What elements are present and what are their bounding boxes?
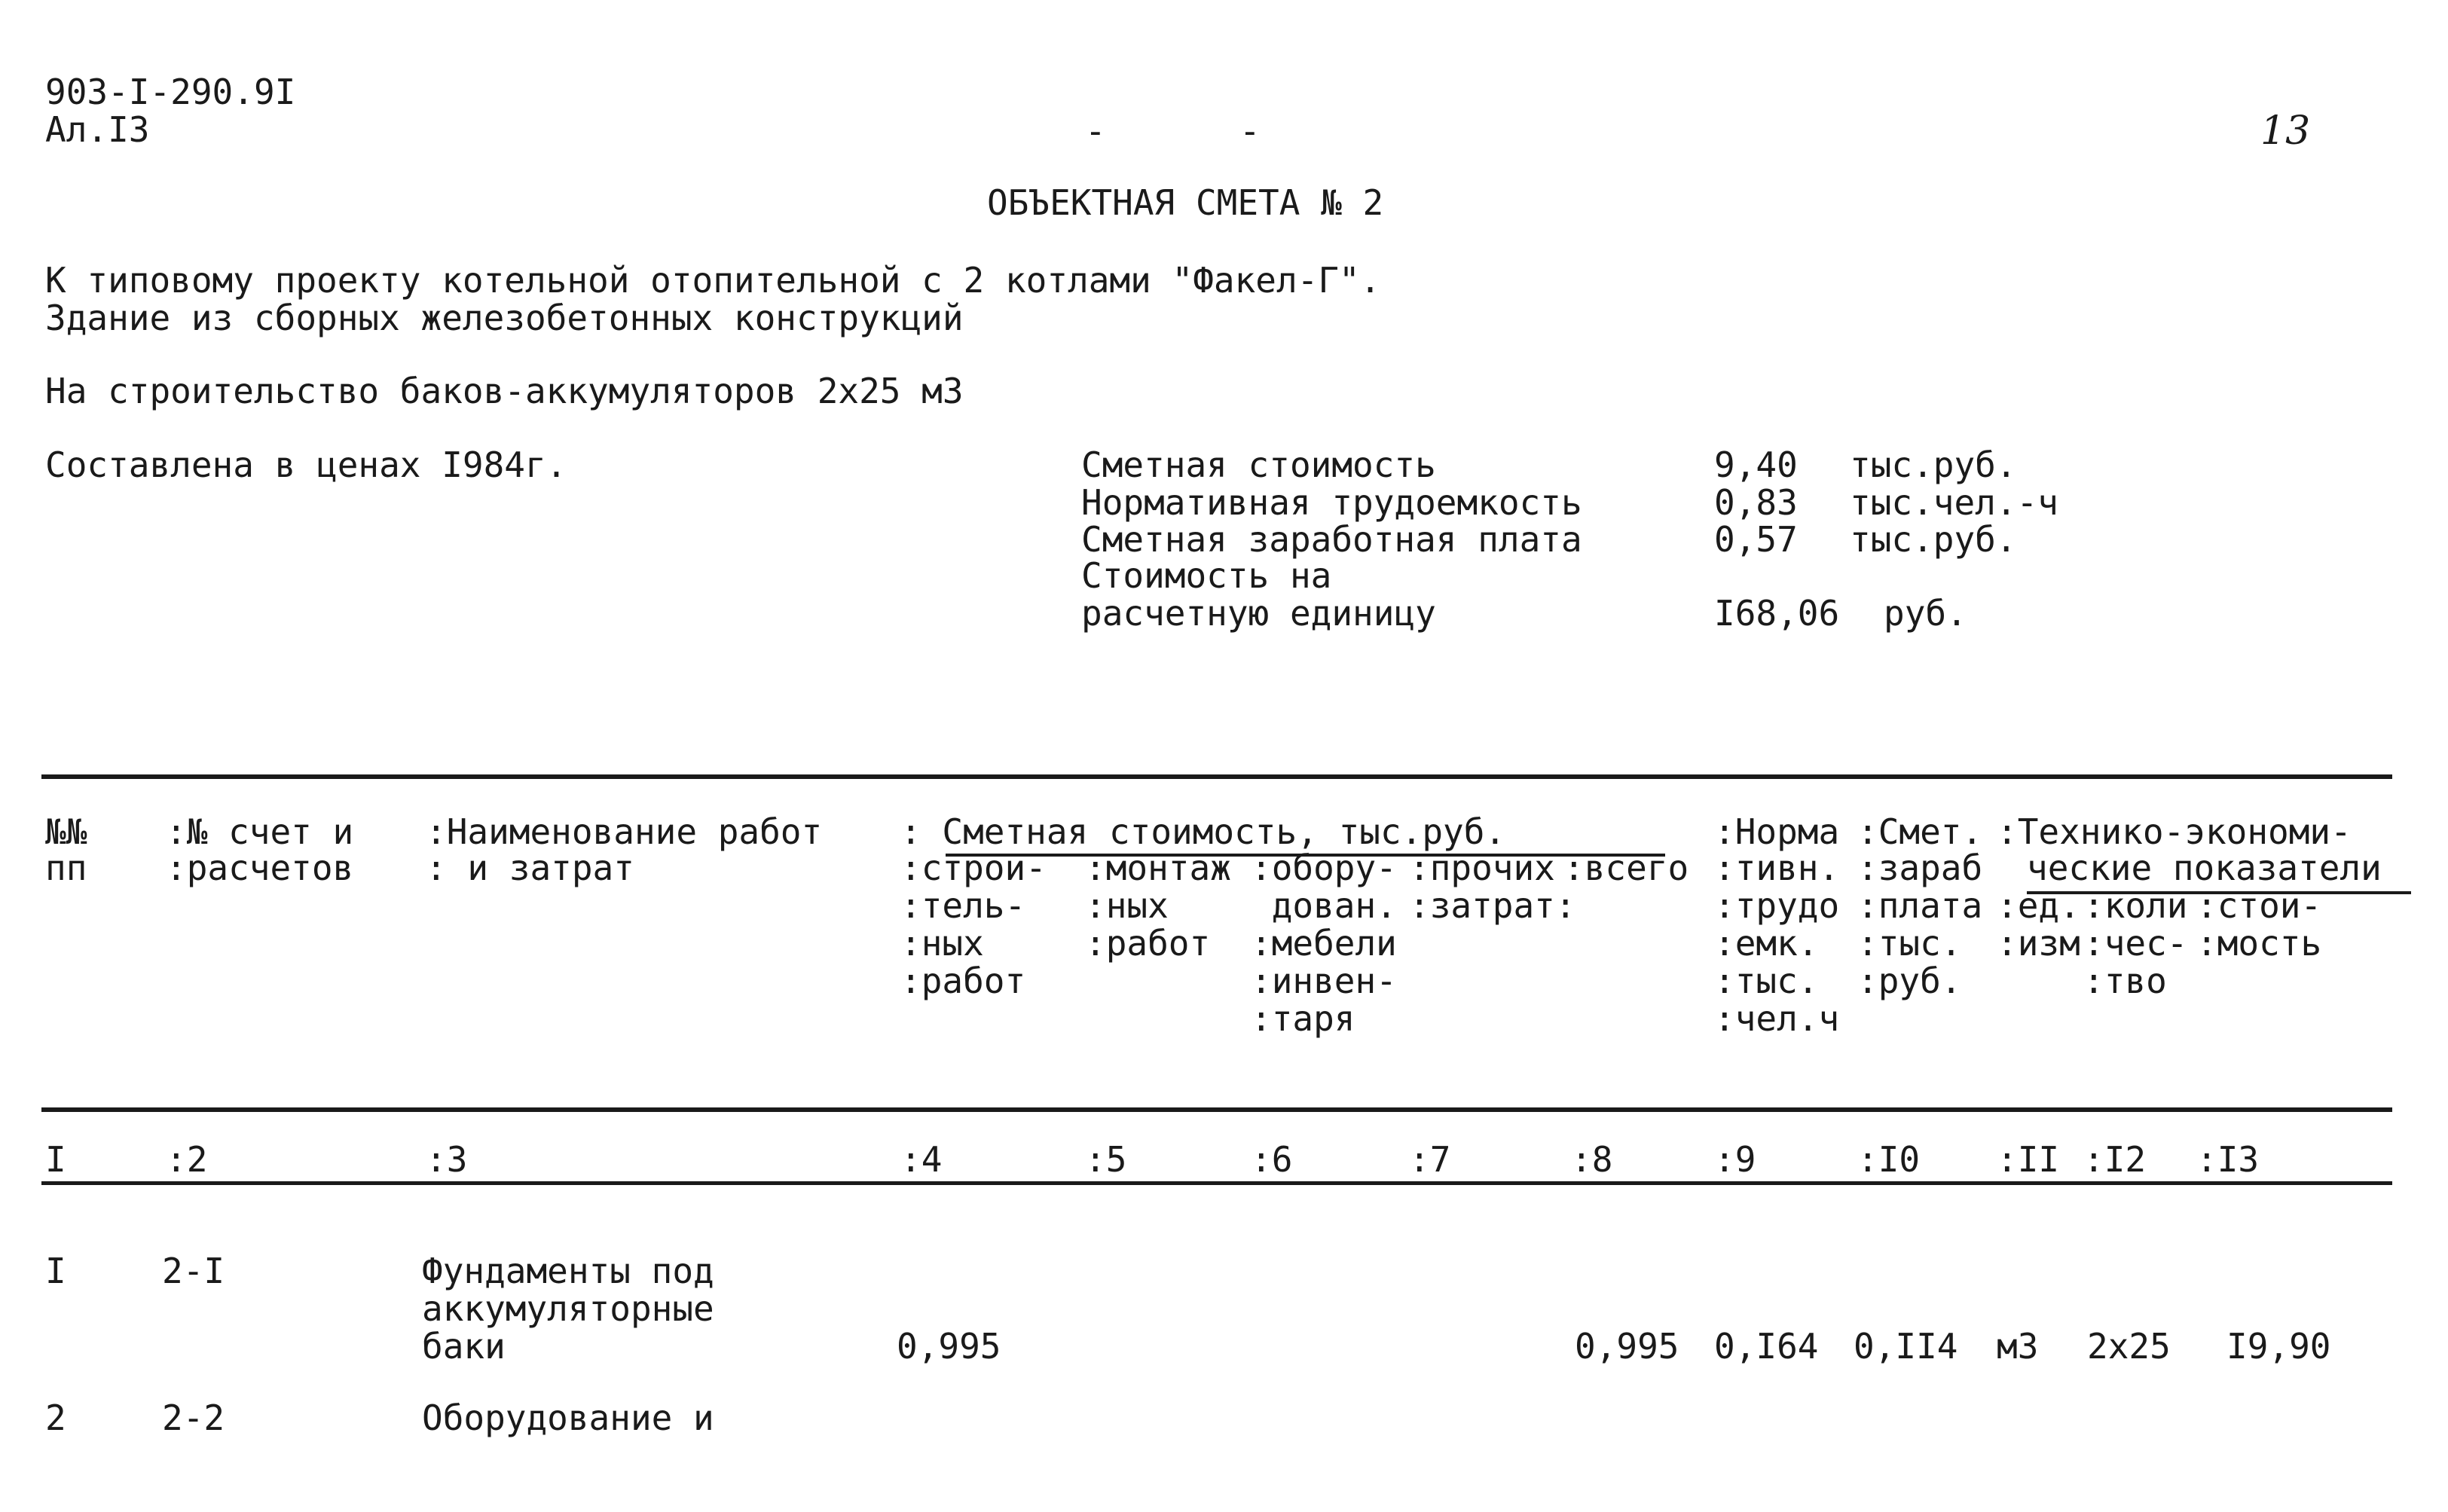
header-col-6: :инвен- bbox=[1251, 961, 1397, 1001]
dash-left: - bbox=[1085, 111, 1106, 151]
row-name: Фундаменты под bbox=[422, 1251, 714, 1291]
column-number: :2 bbox=[166, 1139, 208, 1180]
header-col-7: :прочих bbox=[1409, 848, 1555, 888]
header-col-8: :всего bbox=[1563, 848, 1689, 888]
summary-unit: тыс.руб. bbox=[1850, 444, 2017, 485]
header-col-5: :монтаж bbox=[1085, 848, 1231, 888]
column-number: :9 bbox=[1714, 1139, 1756, 1180]
column-number: :I0 bbox=[1857, 1139, 1921, 1180]
column-number: :7 bbox=[1409, 1139, 1451, 1180]
header-col-6: :мебели bbox=[1251, 923, 1397, 964]
document-title: ОБЪЕКТНАЯ СМЕТА № 2 bbox=[987, 182, 1384, 223]
summary-label: Сметная стоимость bbox=[1081, 444, 1436, 485]
row-name: баки bbox=[422, 1326, 506, 1367]
header-col-11: :ед. bbox=[1997, 885, 2080, 926]
summary-label: Нормативная трудоемкость bbox=[1081, 482, 1582, 523]
summary-unit: тыс.руб. bbox=[1850, 519, 2017, 560]
column-number: :II bbox=[1997, 1139, 2060, 1180]
header-col-12: :коли bbox=[2083, 885, 2188, 926]
column-numbers-rule bbox=[41, 1181, 2392, 1185]
header-col-9: :трудо bbox=[1714, 885, 1840, 926]
intro-line-3: На строительство баков-аккумуляторов 2х25 м3 bbox=[45, 371, 964, 411]
header-col-10: :Смет. bbox=[1857, 811, 1983, 852]
row-account: 2-2 bbox=[162, 1397, 225, 1438]
header-col-1: пп bbox=[45, 848, 87, 888]
header-col-12: :чес- bbox=[2083, 923, 2188, 964]
column-number: :6 bbox=[1251, 1139, 1293, 1180]
header-col-5: :работ bbox=[1085, 923, 1211, 964]
column-number: :I3 bbox=[2196, 1139, 2260, 1180]
header-col-13: :мость bbox=[2196, 923, 2322, 964]
header-col-2: :расчетов bbox=[166, 848, 354, 888]
header-col-3: :Наименование работ bbox=[426, 811, 823, 852]
column-number: :4 bbox=[900, 1139, 943, 1180]
column-number: :I2 bbox=[2083, 1139, 2147, 1180]
header-col-11: :изм bbox=[1997, 923, 2080, 964]
header-col-9: :Норма bbox=[1714, 811, 1840, 852]
header-col-9: :тивн. bbox=[1714, 848, 1840, 888]
header-cost-group: : Сметная стоимость, тыс.руб. bbox=[900, 811, 1506, 852]
header-col-13: :стои- bbox=[2196, 885, 2322, 926]
row-total-cost: 0,995 bbox=[1575, 1326, 1679, 1367]
summary-value: 0,57 bbox=[1714, 519, 1798, 560]
header-col-10: :руб. bbox=[1857, 961, 1962, 1001]
header-col-10: :плата bbox=[1857, 885, 1983, 926]
table-top-rule bbox=[41, 774, 2392, 779]
row-wage: 0,II4 bbox=[1854, 1326, 1958, 1367]
header-col-4: :ных bbox=[900, 923, 984, 964]
summary-value: 0,83 bbox=[1714, 482, 1798, 523]
summary-label: расчетную единицу bbox=[1081, 593, 1436, 634]
summary-unit: тыс.чел.-ч bbox=[1850, 482, 2058, 523]
header-col-6: :таря bbox=[1251, 998, 1355, 1039]
column-number: :5 bbox=[1085, 1139, 1127, 1180]
summary-label: Стоимость на bbox=[1081, 555, 1332, 596]
header-col-10: :зараб bbox=[1857, 848, 1983, 888]
row-construction-cost: 0,995 bbox=[897, 1326, 1001, 1367]
column-number: :8 bbox=[1571, 1139, 1613, 1180]
header-col-6: дован. bbox=[1251, 885, 1397, 926]
summary-unit: руб. bbox=[1884, 593, 1967, 634]
header-col-12: :тво bbox=[2083, 961, 2167, 1001]
header-col-10: :тыс. bbox=[1857, 923, 1962, 964]
page-number: 13 bbox=[2260, 108, 2311, 154]
row-unit-cost: I9,90 bbox=[2226, 1326, 2331, 1367]
summary-label: Сметная заработная плата bbox=[1081, 519, 1582, 560]
header-col-7: :затрат: bbox=[1409, 885, 1576, 926]
summary-value: I68,06 bbox=[1714, 593, 1840, 634]
row-quantity: 2х25 bbox=[2087, 1326, 2171, 1367]
row-number: I bbox=[45, 1251, 66, 1291]
header-col-9: :емк. bbox=[1714, 923, 1819, 964]
header-col-4: :работ bbox=[900, 961, 1026, 1001]
row-account: 2-I bbox=[162, 1251, 225, 1291]
header-tech-group: ческие показатели bbox=[2027, 848, 2382, 888]
header-col-5: :ных bbox=[1085, 885, 1169, 926]
header-tech-group: :Технико-экономи- bbox=[1997, 811, 2352, 852]
header-col-9: :тыс. bbox=[1714, 961, 1819, 1001]
header-col-4: :строи- bbox=[900, 848, 1047, 888]
column-number: I bbox=[45, 1139, 66, 1180]
intro-line-2: Здание из сборных железобетонных конструкций bbox=[45, 298, 964, 338]
row-labor: 0,I64 bbox=[1714, 1326, 1819, 1367]
header-bottom-rule bbox=[41, 1107, 2392, 1112]
header-col-6: :обору- bbox=[1251, 848, 1397, 888]
header-col-4: :тель- bbox=[900, 885, 1026, 926]
header-col-1: №№ bbox=[45, 811, 87, 852]
doc-code: 903-I-290.9I bbox=[45, 72, 296, 112]
prices-note: Составлена в ценах I984г. bbox=[45, 444, 567, 485]
row-name: Оборудование и bbox=[422, 1397, 714, 1438]
dash-right: - bbox=[1239, 111, 1261, 151]
header-col-3: : и затрат bbox=[426, 848, 634, 888]
intro-line-1: К типовому проекту котельной отопительной с 2 котлами "Факел-Г". bbox=[45, 260, 1381, 301]
summary-value: 9,40 bbox=[1714, 444, 1798, 485]
row-number: 2 bbox=[45, 1397, 66, 1438]
header-col-2: :№ счет и bbox=[166, 811, 354, 852]
column-number: :3 bbox=[426, 1139, 468, 1180]
row-unit: м3 bbox=[1997, 1326, 2039, 1367]
sheet-number: Ал.I3 bbox=[45, 109, 150, 150]
row-name: аккумуляторные bbox=[422, 1288, 714, 1329]
header-col-9: :чел.ч bbox=[1714, 998, 1840, 1039]
